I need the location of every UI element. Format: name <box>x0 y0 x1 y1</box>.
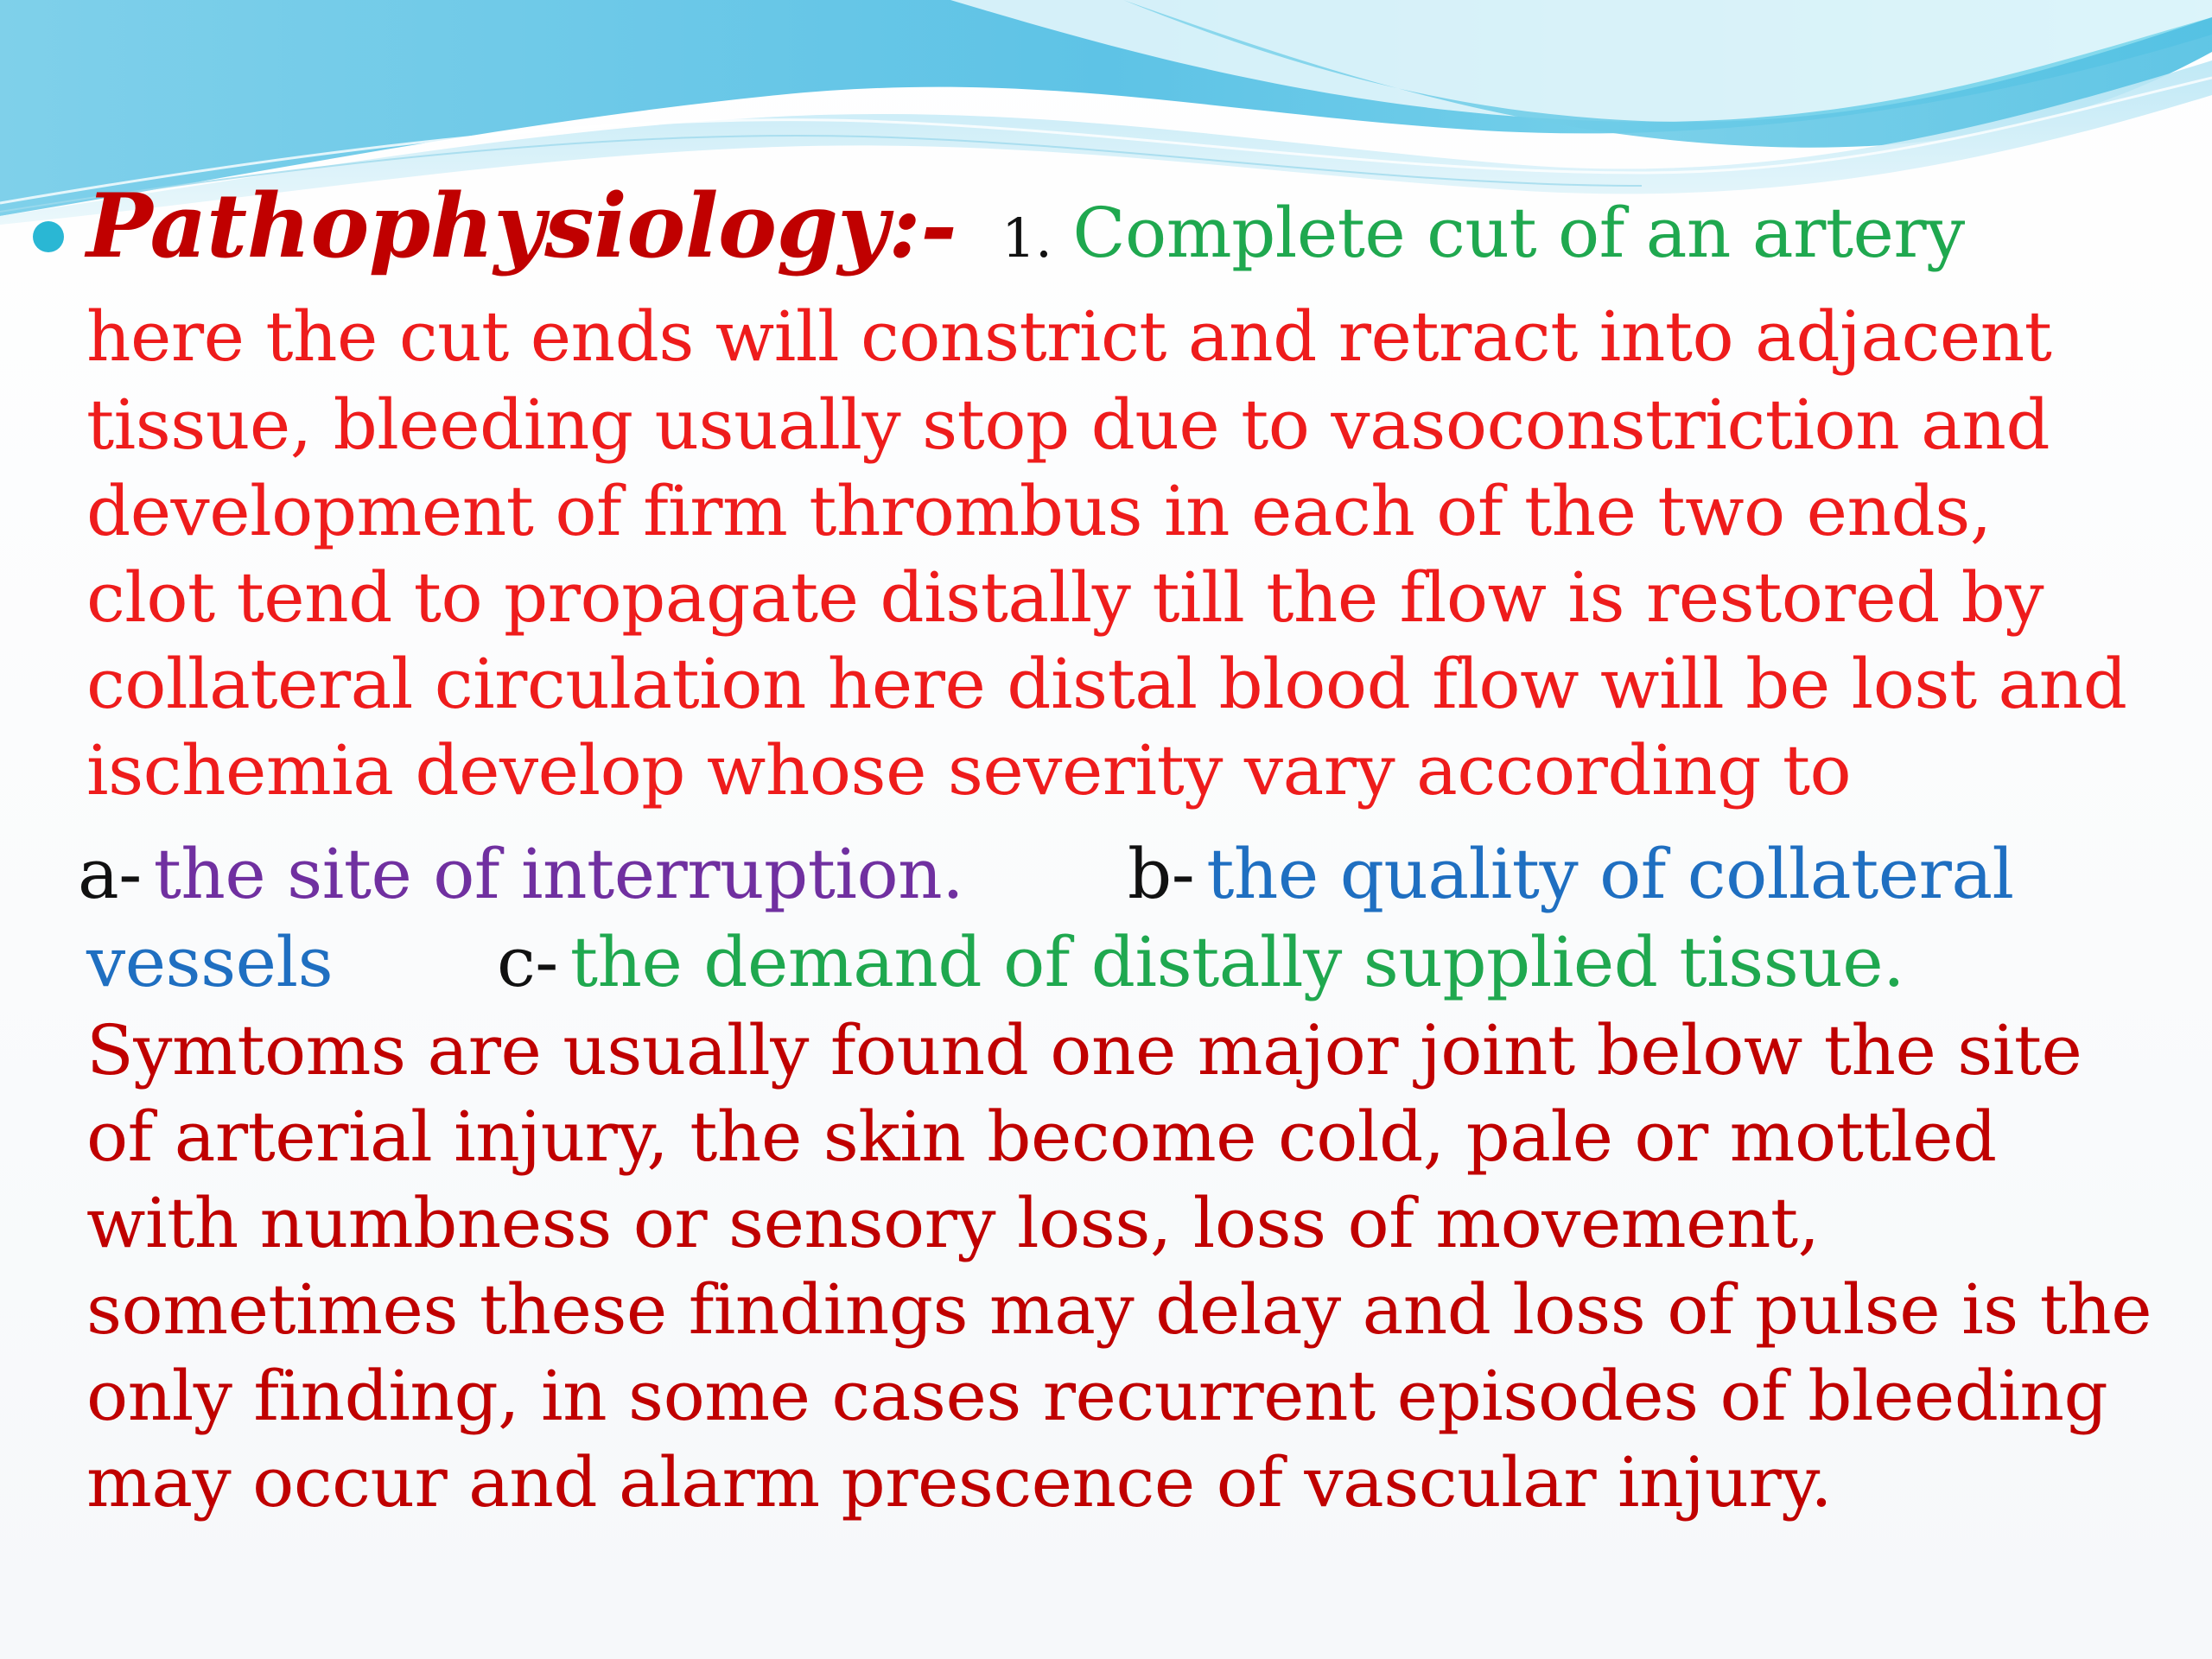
paragraph1-line: ischemia develop whose severity vary according to <box>86 730 1852 810</box>
paragraph2-line: sometimes these findings may delay and loss of pulse is the <box>86 1269 2152 1350</box>
factor-c-line <box>497 919 1904 1006</box>
bullet-icon <box>33 221 64 252</box>
paragraph2-line: may occur and alarm prescence of vascular injury. <box>86 1442 1833 1522</box>
factor-a-line <box>78 831 963 918</box>
title-line <box>86 175 1965 282</box>
paragraph1-line: clot tend to propagate distally till the flow is restored by <box>86 557 2044 638</box>
paragraph2-line: of arterial injury, the skin become cold, pale or mottled <box>86 1096 1997 1177</box>
lead-text: Complete cut of an artery <box>1072 193 1965 273</box>
paragraph1-line: collateral circulation here distal blood flow will be lost and <box>86 644 2127 724</box>
paragraph1-line: tissue, bleeding usually stop due to vasoconstriction and <box>86 385 2050 465</box>
paragraph2-line: only finding, in some cases recurrent episodes of bleeding <box>86 1356 2108 1436</box>
factor-b-text-continued: vessels <box>86 922 334 1002</box>
paragraph2-line: with numbness or sensory loss, loss of movement, <box>86 1183 1820 1263</box>
factor-b-text: the quality of collateral <box>1206 834 2014 914</box>
paragraph1-line: here the cut ends will constrict and retract into adjacent <box>86 296 2052 377</box>
item-number: 1. <box>1001 207 1052 270</box>
factor-b-label: b- <box>1128 834 1195 914</box>
factor-c-text: the demand of distally supplied tissue. <box>569 922 1905 1002</box>
paragraph2-line: Symtoms are usually found one major joint below the site <box>86 1010 2082 1090</box>
slide-title: Pathophysiology:- <box>86 175 957 278</box>
factor-a-label: a- <box>78 834 142 914</box>
factor-a-text: the site of interruption. <box>153 834 964 914</box>
factor-c-label: c- <box>497 922 558 1002</box>
paragraph1-line: development of firm thrombus in each of the two ends, <box>86 471 1992 551</box>
factor-b-line <box>1128 831 2014 918</box>
